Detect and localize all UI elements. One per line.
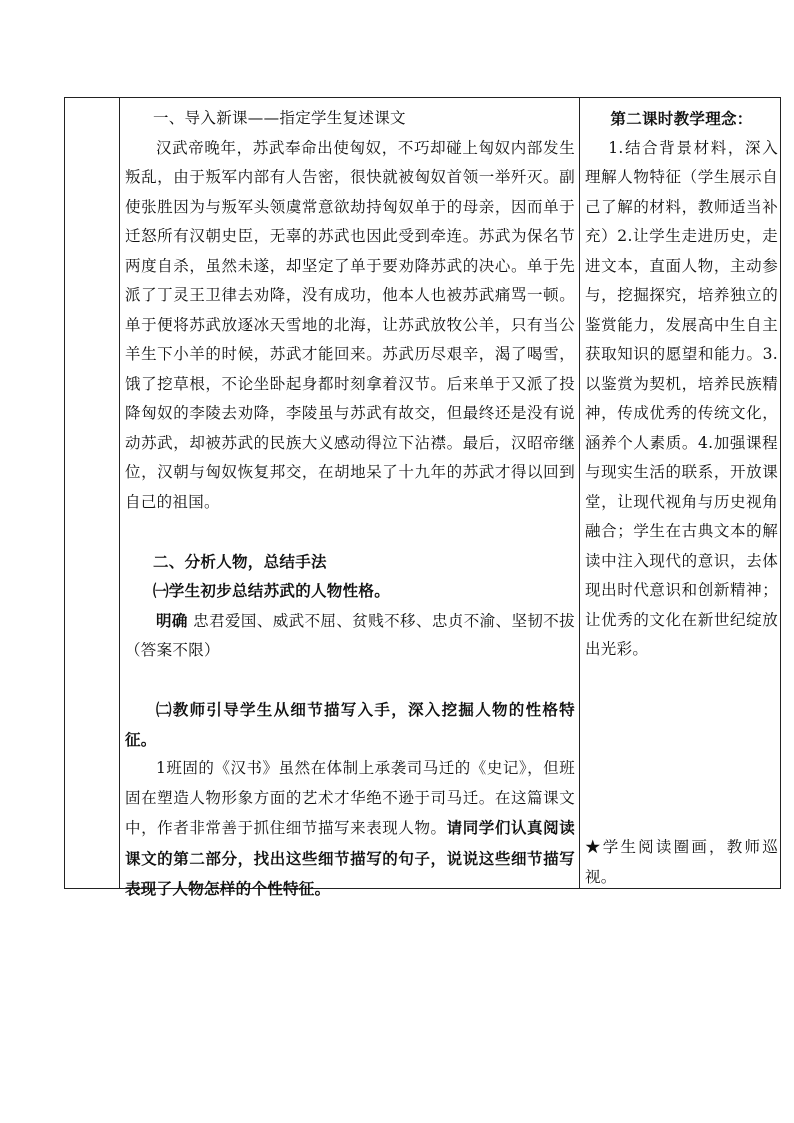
detail-task: 请同学们认真阅读课文的第二部分，找出这些细节描写的句子，说说这些细节描写表现了人物怎样的个性特征。 bbox=[125, 818, 575, 898]
section1-body: 汉武帝晚年，苏武奉命出使匈奴，不巧却碰上匈奴内部发生叛乱，由于叛军内部有人告密，很快就被匈奴首领一举歼灭。副使张胜因为与叛军头领虞常意欲劫持匈奴单于的母亲，因而单于迁怒所有汉朝史臣，无辜的苏武也因此受到牵连。苏武为保名节两度自杀，虽然未遂，却坚定了单于要劝降苏武的决心。单于先派了丁灵王卫律去劝降，没有成功，他本人也被苏武痛骂一顿。单于便将苏武放逐冰天雪地的北海，让苏武放牧公羊，只有当公羊生下小羊的时候，苏武才能回来。苏武历尽艰辛，渴了喝雪，饿了挖草根，不论坐卧起身都时刻拿着汉节。后来单于又派了投降匈奴的李陵去劝降，李陵虽与苏武有故交，但最终还是没有说动苏武，却被苏武的民族大义感动得泣下沾襟。最后，汉昭帝继位，汉朝与匈奴恢复邦交，在胡地呆了十九年的苏武才得以回到自己的祖国。 bbox=[125, 138, 575, 511]
answer-label: 明确 bbox=[156, 610, 188, 630]
detail-text: 1班固的《汉书》虽然在体制上承袭司马迁的《史记》，但班固在塑造人物形象方面的艺术才华绝不逊于司马迁。在这篇课文中，作者非常善于抓住细节描写来表现人物。 bbox=[125, 759, 575, 837]
activity-note: ★学生阅读圈画，教师巡视。 bbox=[585, 838, 778, 886]
side-notes-cell bbox=[579, 98, 782, 888]
blank-cell bbox=[65, 98, 119, 888]
answer-paragraph bbox=[125, 606, 575, 666]
section2-heading: 二、分析人物，总结手法 bbox=[153, 551, 327, 571]
detail-paragraph bbox=[125, 754, 575, 905]
lesson-table bbox=[64, 97, 781, 898]
main-content-cell bbox=[119, 98, 579, 898]
sub2-heading: ㈡教师引导学生从细节描写入手，深入挖掘人物的性格特征。 bbox=[125, 700, 575, 749]
teaching-philosophy-body: 1.结合背景材料，深入理解人物特征（学生展示自己了解的材料，教师适当补充）2.让学生走进历史，走进文本，直面人物，主动参与，挖掘探究，培养独立的鉴赏能力，发展高中生自主获取知识的愿望和能力。3.以鉴赏为契机，培养民族精神，传成优秀的传统文化，涵养个人素质。4.加强课程与现实生活的联系，开放课堂，让现代视角与历史视角融合；学生在古典文本的解读中注入现代的意识，去体现出时代意识和创新精神；让优秀的文化在新世纪绽放出光彩。 bbox=[585, 138, 778, 658]
answer-text: 忠君爱国、威武不屈、贫贱不移、忠贞不渝、坚韧不拔（答案不限） bbox=[125, 611, 575, 659]
sub1-heading: ㈠学生初步总结苏武的人物性格。 bbox=[153, 581, 391, 600]
section1-heading: 一、导入新课——指定学生复述课文 bbox=[153, 109, 406, 127]
teaching-philosophy-title: 第二课时教学理念： bbox=[610, 109, 753, 128]
